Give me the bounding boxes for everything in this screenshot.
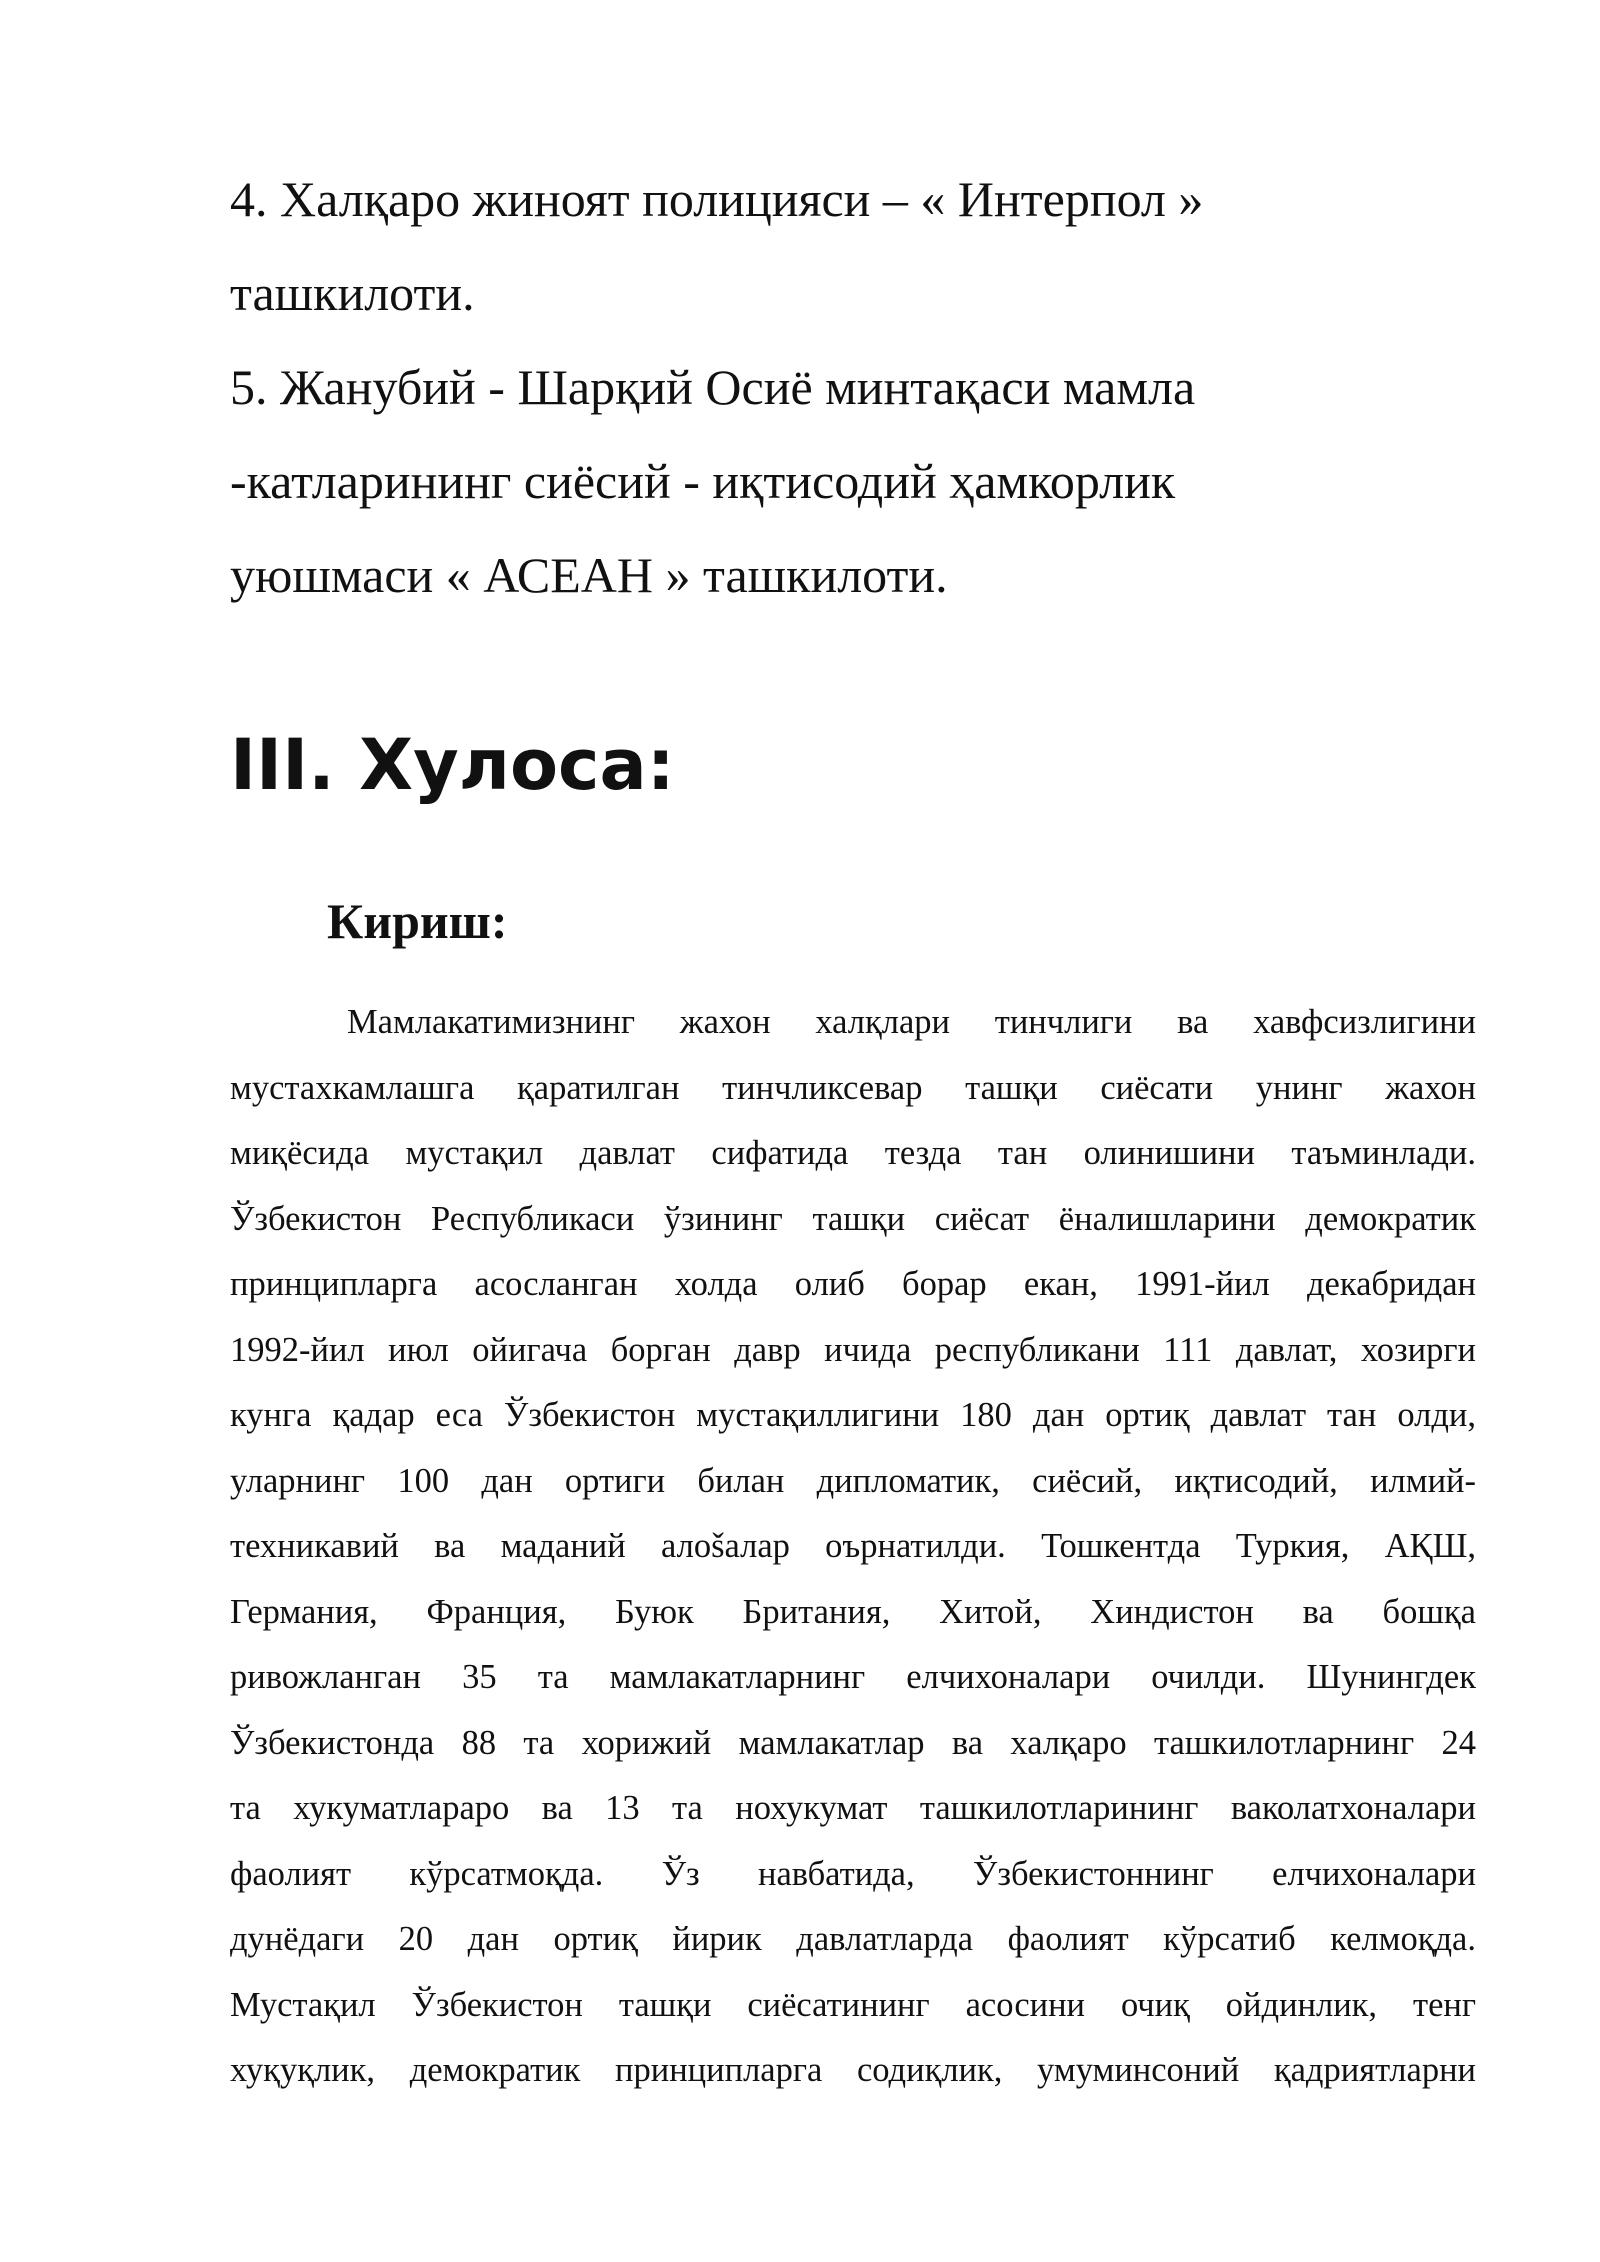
body-paragraph xyxy=(230,990,1476,2104)
paragraph-line: ривожланган 35 та мамлакатларнинг елчихоналари очилди. Шунингдек xyxy=(230,1658,1476,1696)
list-item-4-line-1: 4. Халқаро жиноят полицияси – « Интерпол » xyxy=(230,171,1204,227)
paragraph-line: Германия, Франция, Буюк Британия, Хитой, Хиндистон ва бошқа xyxy=(230,1592,1476,1631)
list-item-5-line-3: уюшмаси « АСЕАН » ташкилоти. xyxy=(230,547,948,603)
list-item-4-line-2: ташкилоти. xyxy=(230,265,475,321)
paragraph-line: Мустақил Ўзбекистон ташқи сиёсатининг асосини очиқ ойдинлик, тенг xyxy=(230,1985,1476,2024)
paragraph-line: дунёдаги 20 дан ортиқ йирик давлатларда фаолият кўрсатиб келмоқда. xyxy=(230,1920,1476,1958)
section-heading: III. Хулоса: xyxy=(230,724,675,806)
paragraph-line: Ўзбекистонда 88 та хорижий мамлакатлар ва халқаро ташкилотларнинг 24 xyxy=(230,1723,1476,1762)
paragraph-line: Мамлакатимизнинг жахон халқлари тинчлиги ва хавфсизлигини xyxy=(347,1003,1476,1041)
paragraph-line: уларнинг 100 дан ортиги билан дипломатик, сиёсий, иқтисодий, илмий- xyxy=(230,1461,1476,1500)
paragraph-line: хуқуқлик, демократик принципларга содиқлик, умуминсоний қадриятларни xyxy=(230,2051,1476,2089)
paragraph-line: мустахкамлашга қаратилган тинчликсевар ташқи сиёсати унинг жахон xyxy=(230,1068,1476,1107)
numbered-list xyxy=(230,152,1400,622)
paragraph-line: Ўзбекистон Республикаси ўзининг ташқи сиёсат ёналишларини демократик xyxy=(230,1199,1476,1238)
list-item-5-line-1: 5. Жанубий - Шарқий Осиё минтақаси мамла xyxy=(230,359,1196,415)
paragraph-line: принципларга асосланган холда олиб борар екан, 1991-йил декабридан xyxy=(230,1265,1476,1303)
paragraph-line: та хукуматлараро ва 13 та нохукумат ташкилотларининг ваколатхоналари xyxy=(230,1789,1476,1827)
paragraph-line: фаолият кўрсатмоқда. Ўз навбатида, Ўзбекистоннинг елчихоналари xyxy=(230,1854,1476,1893)
list-item-5-line-2: -катларининг сиёсий - иқтисодий ҳамкорлик xyxy=(230,453,1176,509)
paragraph-line: миқёсида мустақил давлат сифатида тезда тан олинишини таъминлади. xyxy=(230,1134,1476,1172)
paragraph-line: 1992-йил июл ойигача борган давр ичида республикани 111 давлат, хозирги xyxy=(230,1330,1476,1369)
paragraph-line: кунга қадар еса Ўзбекистон мустақиллигини 180 дан ортиқ давлат тан олди, xyxy=(230,1396,1476,1434)
paragraph-line: техникавий ва маданий алоšалар оърнатилди. Тошкентда Туркия, АҚШ, xyxy=(230,1527,1476,1565)
sub-heading: Кириш: xyxy=(327,893,508,949)
